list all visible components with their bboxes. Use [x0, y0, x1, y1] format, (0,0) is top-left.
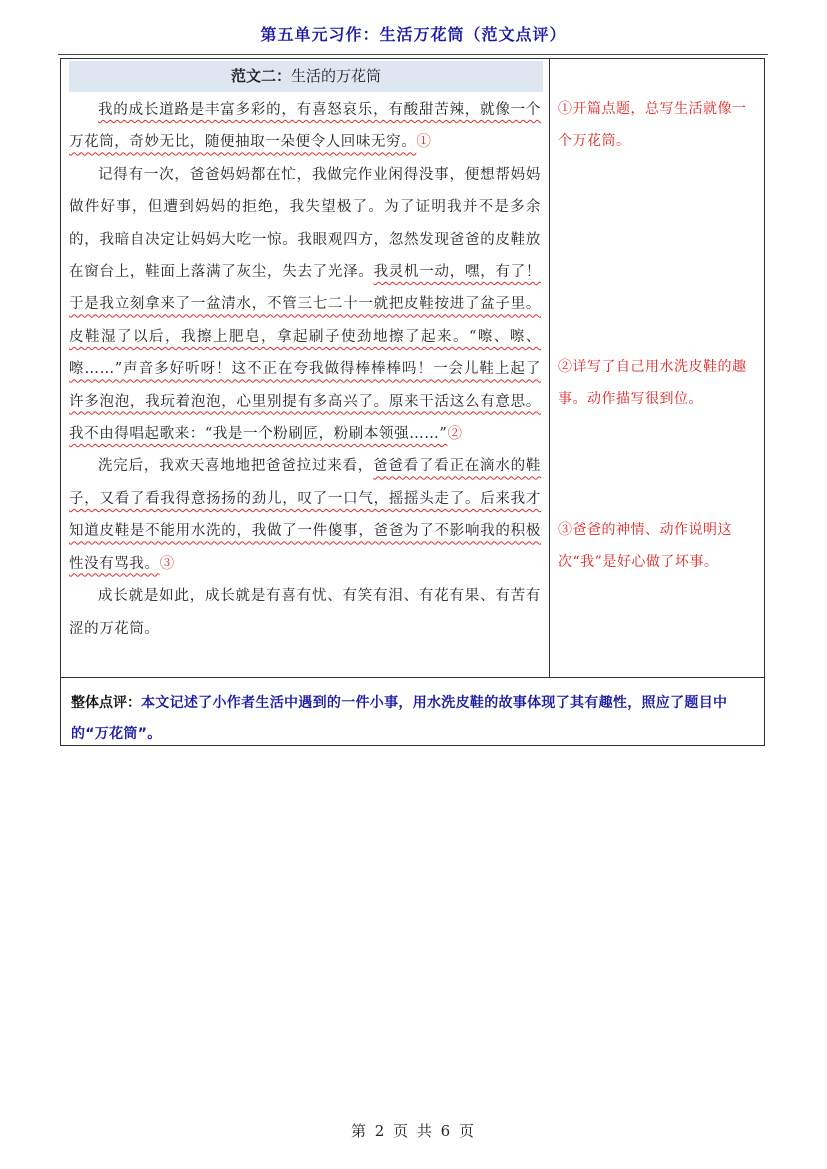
- comment-column: [550, 59, 764, 677]
- essay-paragraph-1: [69, 94, 541, 159]
- overall-review-text: 本文记述了小作者生活中遇到的一件小事，用水洗皮鞋的故事体现了其有趣性，照应了题目中的“万花筒”。: [71, 695, 728, 742]
- essay-paragraph-2: [69, 159, 541, 451]
- essay-heading-label: 范文二：: [230, 67, 291, 85]
- document-title: 第五单元习作：生活万花筒（范文点评）: [260, 25, 567, 44]
- page-number: 第 2 页 共 6 页: [351, 1122, 476, 1140]
- overall-review-label: 整体点评：: [71, 695, 141, 711]
- essay-column: [61, 59, 550, 677]
- comment-note-1: ①开篇点题，总写生活就像一个万花筒。: [558, 101, 747, 149]
- underlined-sentence: 我的成长道路是丰富多彩的，有喜怒哀乐，有酸甜苦辣，就像一个万花筒，奇妙无比，随便抽取一朵便令人回味无穷。: [69, 102, 541, 151]
- paragraph-text: 洗完后，我欢天喜地地把爸爸拉过来看，: [98, 458, 374, 475]
- underlined-sentence: 爸爸看了看正在滴水的鞋子，又看了看我得意扬扬的劲儿，叹了一口气，摇摇头走了。后来我才知道皮鞋是不能用水洗的，我做了一件傻事，爸爸为了不影响我的积极性没有骂我。: [69, 458, 541, 572]
- paragraph-text: 成长就是如此，成长就是有喜有忧、有笑有泪、有花有果、有苦有涩的万花筒。: [69, 588, 541, 637]
- essay-heading-title: 生活的万花筒: [291, 67, 382, 85]
- essay-heading: [69, 61, 543, 92]
- essay-paragraph-4: [69, 580, 541, 645]
- paragraph-text: 记得有一次，爸爸妈妈都在忙，我做完作业闲得没事，便想帮妈妈做件好事，但遭到妈妈的拒绝，我失望极了。为了证明我并不是多余的，我暗自决定让妈妈大吃一惊。我眼观四方，忽然发现爸爸的皮鞋放在窗台上，鞋面上落满了灰尘，失去了光泽。: [69, 166, 541, 281]
- overall-review: [61, 677, 764, 745]
- annotation-mark-1: ①: [416, 134, 432, 151]
- underlined-sentence: 我灵机一动，嘿，有了！于是我立刻拿来了一盆清水，不管三七二十一就把皮鞋按进了盆子里。皮鞋湿了以后，我擦上肥皂，拿起刷子使劲地擦了起来。“嚓、嚓、嚓……”声音多好听呀！这不正在夸我做得棒棒棒吗！一会儿鞋上起了许多泡泡，我玩着泡泡，心里别提有多高兴了。原来干活这么有意思。我不由得唱起歌来：“我是一个粉刷匠，粉刷本领强……”: [69, 264, 541, 443]
- essay-review-table: [60, 58, 765, 746]
- comment-note-2: ②详写了自己用水洗皮鞋的趣事。动作描写很到位。: [558, 359, 747, 407]
- annotation-mark-3: ③: [159, 555, 175, 572]
- essay-paragraph-3: [69, 450, 541, 580]
- annotation-mark-2: ②: [447, 426, 463, 443]
- title-divider: [58, 54, 768, 55]
- comment-note-3: ③爸爸的神情、动作说明这次“我”是好心做了坏事。: [558, 522, 732, 570]
